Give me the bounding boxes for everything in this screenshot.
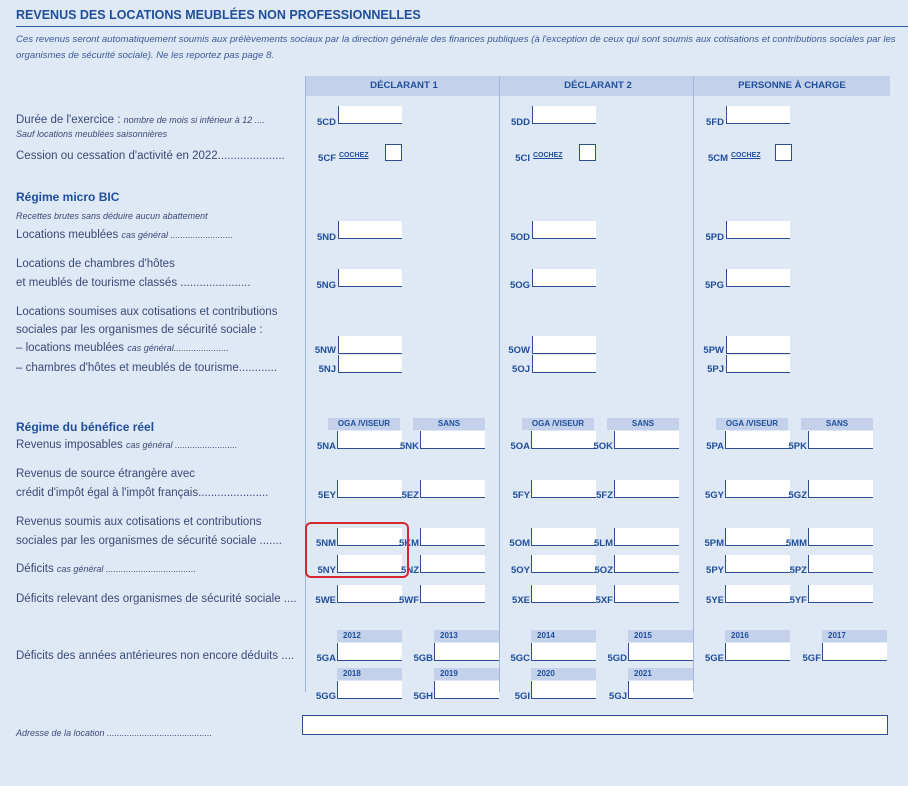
- subhead-oga-viseur: OGA /VISEUR: [716, 418, 788, 430]
- field-code: 5DD: [510, 117, 530, 128]
- field-code: 5CI: [515, 153, 530, 164]
- field-code: 5MM: [785, 538, 807, 549]
- field-code: 5GH: [413, 691, 433, 702]
- field-code: 5CD: [316, 117, 336, 128]
- field-code: 5FD: [706, 117, 724, 128]
- input-5nj[interactable]: [338, 355, 402, 373]
- year-header: 2014: [531, 630, 596, 642]
- field-code: 5PW: [703, 345, 724, 356]
- field-code: 5PA: [706, 441, 724, 452]
- input-5pd[interactable]: [726, 221, 790, 239]
- input-5ez[interactable]: [420, 480, 485, 498]
- field-code: 5NA: [316, 441, 336, 452]
- input-5cd[interactable]: [338, 106, 402, 124]
- row-label-revenus-imposables: Revenus imposables cas général .........................: [16, 439, 238, 451]
- page-title: REVENUS DES LOCATIONS MEUBLÉES NON PROFESSIONNELLES: [16, 8, 421, 22]
- field-code: 5GC: [510, 653, 530, 664]
- subhead-sans: SANS: [607, 418, 679, 430]
- field-code: 5OW: [508, 345, 530, 356]
- row-label-deficits: Déficits cas général ....................................: [16, 563, 196, 575]
- input-5pz[interactable]: [808, 555, 873, 573]
- input-5ow[interactable]: [532, 336, 596, 354]
- input-5oz[interactable]: [614, 555, 679, 573]
- year-header: 2021: [628, 668, 693, 680]
- field-code: 5PJ: [707, 364, 724, 375]
- field-code: 5OM: [509, 538, 530, 549]
- field-code: 5GZ: [788, 490, 807, 501]
- field-code: 5YE: [706, 595, 724, 606]
- intro-text: Ces revenus seront automatiquement soumis aux prélèvements sociaux par la direction générale des finances publiques (à l'exception de ceux qui sont soumis aux cotisations et contributions sociales par les organismes de sécurité sociale). Ne les reportez pas page 8.: [16, 34, 896, 61]
- field-code: 5OD: [510, 232, 530, 243]
- row-label-soumises-chambres: – chambres d'hôtes et meublés de tourisme............: [16, 362, 278, 374]
- input-5gz[interactable]: [808, 480, 873, 498]
- field-code: 5NG: [316, 280, 336, 291]
- input-5gb[interactable]: [434, 643, 499, 661]
- field-code: 5CM: [707, 153, 728, 164]
- field-code: 5NY: [317, 565, 336, 576]
- input-adresse[interactable]: [302, 715, 888, 735]
- input-5pg[interactable]: [726, 269, 790, 287]
- input-5wf[interactable]: [420, 585, 485, 603]
- subhead-sans: SANS: [413, 418, 485, 430]
- field-code: 5FY: [512, 490, 530, 501]
- field-code: 5GA: [316, 653, 336, 664]
- title-divider: [16, 26, 908, 27]
- field-code: 5PG: [704, 280, 724, 291]
- year-header: 2012: [337, 630, 402, 642]
- field-code: 5YF: [789, 595, 807, 606]
- section-title-benefice-reel: Régime du bénéfice réel: [16, 420, 155, 434]
- input-5og[interactable]: [532, 269, 596, 287]
- field-code: 5OK: [593, 441, 613, 452]
- field-code: 5GG: [315, 691, 336, 702]
- column-header-declarant-2: DÉCLARANT 2: [500, 76, 696, 96]
- input-5gg[interactable]: [337, 681, 402, 699]
- row-label-deficits-anterieurs: Déficits des années antérieures non encore déduits ....: [16, 650, 295, 662]
- row-label-chambres-2: et meublés de tourisme classés ......................: [16, 277, 251, 289]
- field-code: 5PY: [706, 565, 724, 576]
- field-code: 5OG: [509, 280, 530, 291]
- row-note-cas-general: cas général......................: [127, 343, 229, 353]
- input-5ok[interactable]: [614, 431, 679, 449]
- field-code: 5GB: [413, 653, 433, 664]
- row-label-etrangere-2: crédit d'impôt égal à l'impôt français......................: [16, 487, 269, 499]
- section-title-micro-bic: Régime micro BIC: [16, 190, 120, 204]
- field-code: 5NW: [314, 345, 336, 356]
- input-5xf[interactable]: [614, 585, 679, 603]
- input-5lm[interactable]: [614, 528, 679, 546]
- field-code: 5GF: [802, 653, 821, 664]
- subhead-sans: SANS: [801, 418, 873, 430]
- year-header: 2013: [434, 630, 499, 642]
- field-code: 5GI: [514, 691, 530, 702]
- input-5nd[interactable]: [338, 221, 402, 239]
- highlight-box: [305, 522, 409, 578]
- cochez-label: COCHEZ: [731, 152, 761, 159]
- field-code: 5CF: [318, 153, 336, 164]
- field-code: 5PK: [788, 441, 807, 452]
- field-code: 5NK: [399, 441, 419, 452]
- field-code: 5WF: [398, 595, 419, 606]
- input-5pj[interactable]: [726, 355, 790, 373]
- year-header: 2016: [725, 630, 790, 642]
- field-code: 5LM: [594, 538, 613, 549]
- row-label-duree: Durée de l'exercice : nombre de mois si inférieur à 12 ....: [16, 114, 265, 126]
- field-code: 5OZ: [594, 565, 613, 576]
- field-code: 5ND: [316, 232, 336, 243]
- cochez-label: COCHEZ: [533, 152, 563, 159]
- year-header: 2018: [337, 668, 402, 680]
- cochez-label: COCHEZ: [339, 152, 369, 159]
- subhead-oga-viseur: OGA /VISEUR: [328, 418, 400, 430]
- field-code: 5PD: [705, 232, 724, 243]
- input-5gi[interactable]: [531, 681, 596, 699]
- input-5fd[interactable]: [726, 106, 790, 124]
- column-header-declarant-1: DÉCLARANT 1: [306, 76, 502, 96]
- row-note-duree: nombre de mois si inférieur à 12 ....: [123, 115, 265, 125]
- input-5gf[interactable]: [822, 643, 887, 661]
- input-5nk[interactable]: [420, 431, 485, 449]
- input-5gd[interactable]: [628, 643, 693, 661]
- subhead-oga-viseur: OGA /VISEUR: [522, 418, 594, 430]
- input-5pw[interactable]: [726, 336, 790, 354]
- row-label-chambres-1: Locations de chambres d'hôtes: [16, 258, 175, 270]
- row-label-soumises-1: Locations soumises aux cotisations et contributions: [16, 306, 278, 318]
- input-5nw[interactable]: [338, 336, 402, 354]
- input-5km[interactable]: [420, 528, 485, 546]
- field-code: 5FZ: [596, 490, 613, 501]
- row-note-cas-general: cas général .........................: [121, 230, 234, 240]
- input-5gh[interactable]: [434, 681, 499, 699]
- field-code: 5PZ: [789, 565, 807, 576]
- row-label-locations-meublees: Locations meublées cas général .........................: [16, 229, 234, 241]
- row-note-cas-general: cas général ....................................: [56, 564, 196, 574]
- row-label-deficits-securite-sociale: Déficits relevant des organismes de sécurité sociale ....: [16, 593, 297, 605]
- input-5gj[interactable]: [628, 681, 693, 699]
- field-code: 5GY: [704, 490, 724, 501]
- year-header: 2020: [531, 668, 596, 680]
- row-label-cession: Cession ou cessation d'activité en 2022.....................: [16, 150, 285, 162]
- row-note-recettes: Recettes brutes sans déduire aucun abattement: [16, 211, 208, 221]
- input-5gc[interactable]: [531, 643, 596, 661]
- field-code: 5GD: [607, 653, 627, 664]
- field-code: 5OJ: [512, 364, 530, 375]
- field-code: 5NM: [315, 538, 336, 549]
- year-header: 2015: [628, 630, 693, 642]
- field-code: 5NJ: [318, 364, 336, 375]
- checkbox-5cm[interactable]: [775, 144, 792, 161]
- row-label-etrangere-1: Revenus de source étrangère avec: [16, 468, 195, 480]
- field-code: 5EY: [318, 490, 336, 501]
- field-code: 5KM: [398, 538, 419, 549]
- field-code: 5XF: [595, 595, 613, 606]
- row-label-cotisations-1: Revenus soumis aux cotisations et contributions: [16, 516, 262, 528]
- field-code: 5OY: [510, 565, 530, 576]
- field-code: 5EZ: [401, 490, 419, 501]
- year-header: 2019: [434, 668, 499, 680]
- field-code: 5WE: [315, 595, 336, 606]
- input-5oj[interactable]: [532, 355, 596, 373]
- field-code: 5NZ: [401, 565, 419, 576]
- input-5dd[interactable]: [532, 106, 596, 124]
- field-code: 5XE: [512, 595, 530, 606]
- column-header-personne-a-charge: PERSONNE À CHARGE: [694, 76, 890, 96]
- row-label-soumises-meublees: – locations meublées cas général......................: [16, 342, 229, 354]
- year-header: 2017: [822, 630, 887, 642]
- input-5fz[interactable]: [614, 480, 679, 498]
- row-label-adresse: Adresse de la location ..........................................: [16, 728, 213, 738]
- row-note-saisonnieres: Sauf locations meublées saisonnières: [16, 129, 168, 139]
- row-label-cotisations-2: sociales par les organismes de sécurité sociale .......: [16, 535, 282, 547]
- field-code: 5PM: [704, 538, 724, 549]
- input-5od[interactable]: [532, 221, 596, 239]
- checkbox-5ci[interactable]: [579, 144, 596, 161]
- checkbox-5cf[interactable]: [385, 144, 402, 161]
- field-code: 5OA: [510, 441, 530, 452]
- input-5mm[interactable]: [808, 528, 873, 546]
- row-note-cas-general: cas général .........................: [125, 440, 238, 450]
- input-5yf[interactable]: [808, 585, 873, 603]
- input-5pk[interactable]: [808, 431, 873, 449]
- field-code: 5GE: [704, 653, 724, 664]
- input-5ga[interactable]: [337, 643, 402, 661]
- field-code: 5GJ: [609, 691, 627, 702]
- row-label-soumises-2: sociales par les organismes de sécurité sociale :: [16, 324, 263, 336]
- input-5nz[interactable]: [420, 555, 485, 573]
- input-5ng[interactable]: [338, 269, 402, 287]
- input-5ge[interactable]: [725, 643, 790, 661]
